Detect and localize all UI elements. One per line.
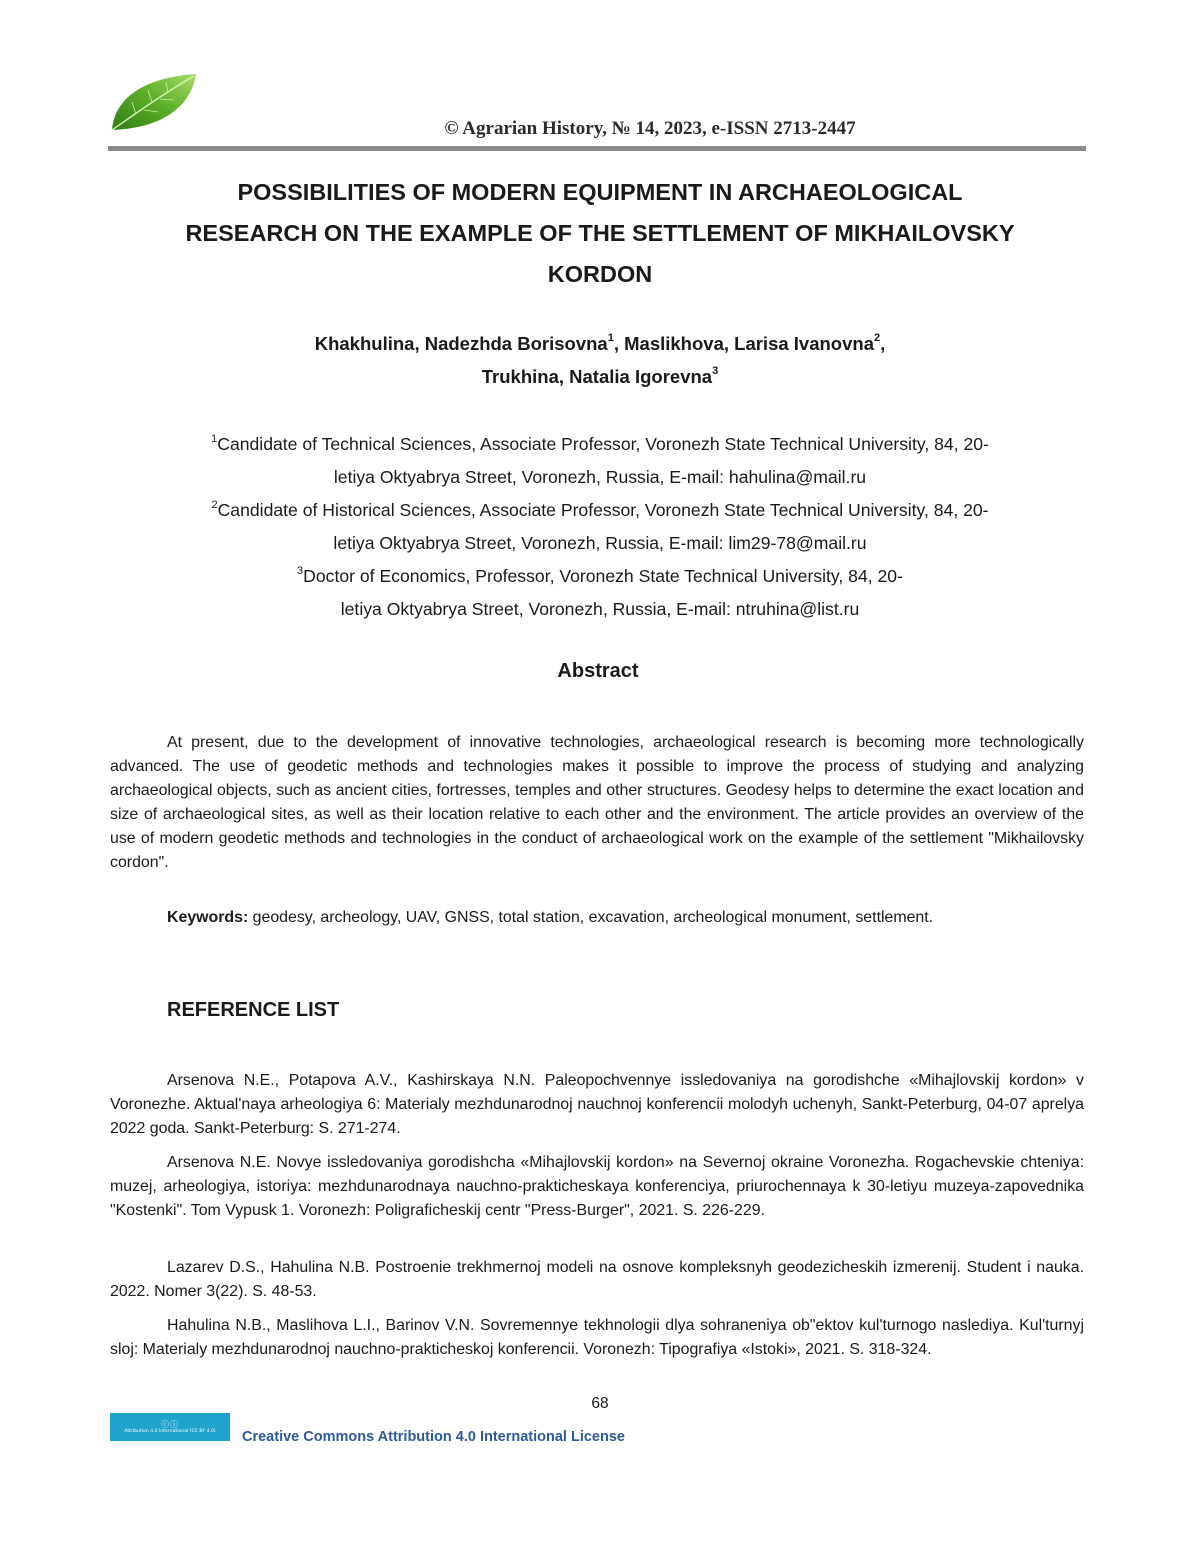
author-name: Khakhulina, Nadezhda Borisovna [314,333,608,354]
title-line: POSSIBILITIES OF MODERN EQUIPMENT IN ARCHAEOLOGICAL [237,179,963,205]
license-badge[interactable] [110,1413,230,1441]
author-list [100,327,1100,393]
title-line: KORDON [547,261,653,287]
affiliation-text: Candidate of Historical Sciences, Associate Professor, Voronezh State Technical University, 84, 20- [217,500,989,520]
affiliation-line [100,494,1100,527]
author-line [100,360,1100,393]
reference-item: Hahulina N.B., Maslihova L.I., Barinov V.N. Sovremennye tekhnologii dlya sohraneniya ob"ektov kul'turnogo naslediya. Kul'turnyj sloj: Materialy mezhdunarodnoj nauchno-prakticheskoj konferencii. Voronezh: Tipografiya «Istoki», 2021. S. 318-324. [110,1317,1084,1358]
abstract-text: At present, due to the development of innovative technologies, archaeological research is becoming more technologically advanced. The use of geodetic methods and technologies makes it possible to improve the process of studying and analyzing archaeological objects, such as ancient cities, fortresses, temples and other structures. Geodesy helps to determine the exact location and size of archaeological sites, as well as their location relative to each other and the environment. The article provides an overview of the use of modern geodetic methods and technologies in the conduct of archaeological work on the example of the settlement "Mikhailovsky cordon". [110,734,1084,871]
affiliation-line: letiya Oktyabrya Street, Voronezh, Russia, E-mail: hahulina@mail.ru [333,467,867,487]
author-mark: 3 [712,365,719,377]
references-heading: REFERENCE LIST [167,999,340,1021]
reference-item: Arsenova N.E., Potapova A.V., Kashirskaya N.N. Paleopochvennye issledovaniya na gorodishche «Mihajlovskij kordon» v Voronezhe. Aktual'naya arheologiya 6: Materialy mezhdunarodnoj nauchnoj konferencii molodyh uchenyh, Sankt-Peterburg, 04-07 aprelya 2022 goda. Sankt-Peterburg: S. 271-274. [110,1072,1084,1137]
affiliation-line [100,560,1100,593]
abstract-heading: Abstract [557,660,639,682]
page-number: 68 [591,1395,609,1412]
keywords-label: Keywords: [167,909,249,926]
author-separator: , [880,333,886,354]
affiliation-mark: 2 [211,499,218,511]
affiliation-mark: 3 [297,565,304,577]
affiliation-text: Doctor of Economics, Professor, Voronezh State Technical University, 84, 20- [303,566,903,586]
license-badge-text: Attribution 4.0 International (CC BY 4.0) [124,1428,216,1434]
author-separator: , [613,333,625,354]
affiliation-line: letiya Oktyabrya Street, Voronezh, Russia, E-mail: ntruhina@list.ru [340,599,860,619]
journal-header: © Agrarian History, № 14, 2023, e-ISSN 2713-2447 [444,118,856,139]
reference-item: Arsenova N.E. Novye issledovaniya gorodishcha «Mihajlovskij kordon» na Severnoj okraine Voronezha. Rogachevskie chteniya: muzej, arheologiya, istoriya: mezhdunarodnaya nauchno-prakticheskaya konferenciya, priurochennaya k 30-letiyu muzeya-zapovednika "Kostenki". Tom Vypusk 1. Voronezh: Poligraficheskij centr "Press-Burger", 2021. S. 226-229. [110,1154,1084,1219]
license-text: Creative Commons Attribution 4.0 International License [242,1429,625,1445]
author-line [100,327,1100,360]
author-mark: 2 [873,332,881,344]
reference-item: Lazarev D.S., Hahulina N.B. Postroenie trekhmernoj modeli na osnove kompleksnyh geodezicheskih izmerenij. Student i nauka. 2022. Nomer 3(22). S. 48-53. [110,1259,1084,1300]
cc-by-icon: ⓒⓘ [161,1419,179,1429]
author-name: Maslikhova, Larisa Ivanovna [624,333,874,354]
keywords-paragraph [110,906,1084,930]
author-name: Trukhina, Natalia Igorevna [481,366,713,387]
title-line: RESEARCH ON THE EXAMPLE OF THE SETTLEMENT OF MIKHAILOVSKY [185,220,1015,246]
author-mark: 1 [607,332,614,344]
affiliation-text: Candidate of Technical Sciences, Associate Professor, Voronezh State Technical University, 84, 20- [217,434,989,454]
keywords-text: geodesy, archeology, UAV, GNSS, total station, excavation, archeological monument, settlement. [248,909,934,926]
affiliation-line [100,428,1100,461]
affiliation-line: letiya Oktyabrya Street, Voronezh, Russia, E-mail: lim29-78@mail.ru [333,533,867,553]
header-rule [108,146,1086,151]
affiliation-list [100,428,1100,626]
affiliation-mark: 1 [211,433,218,445]
article-title [100,172,1100,295]
